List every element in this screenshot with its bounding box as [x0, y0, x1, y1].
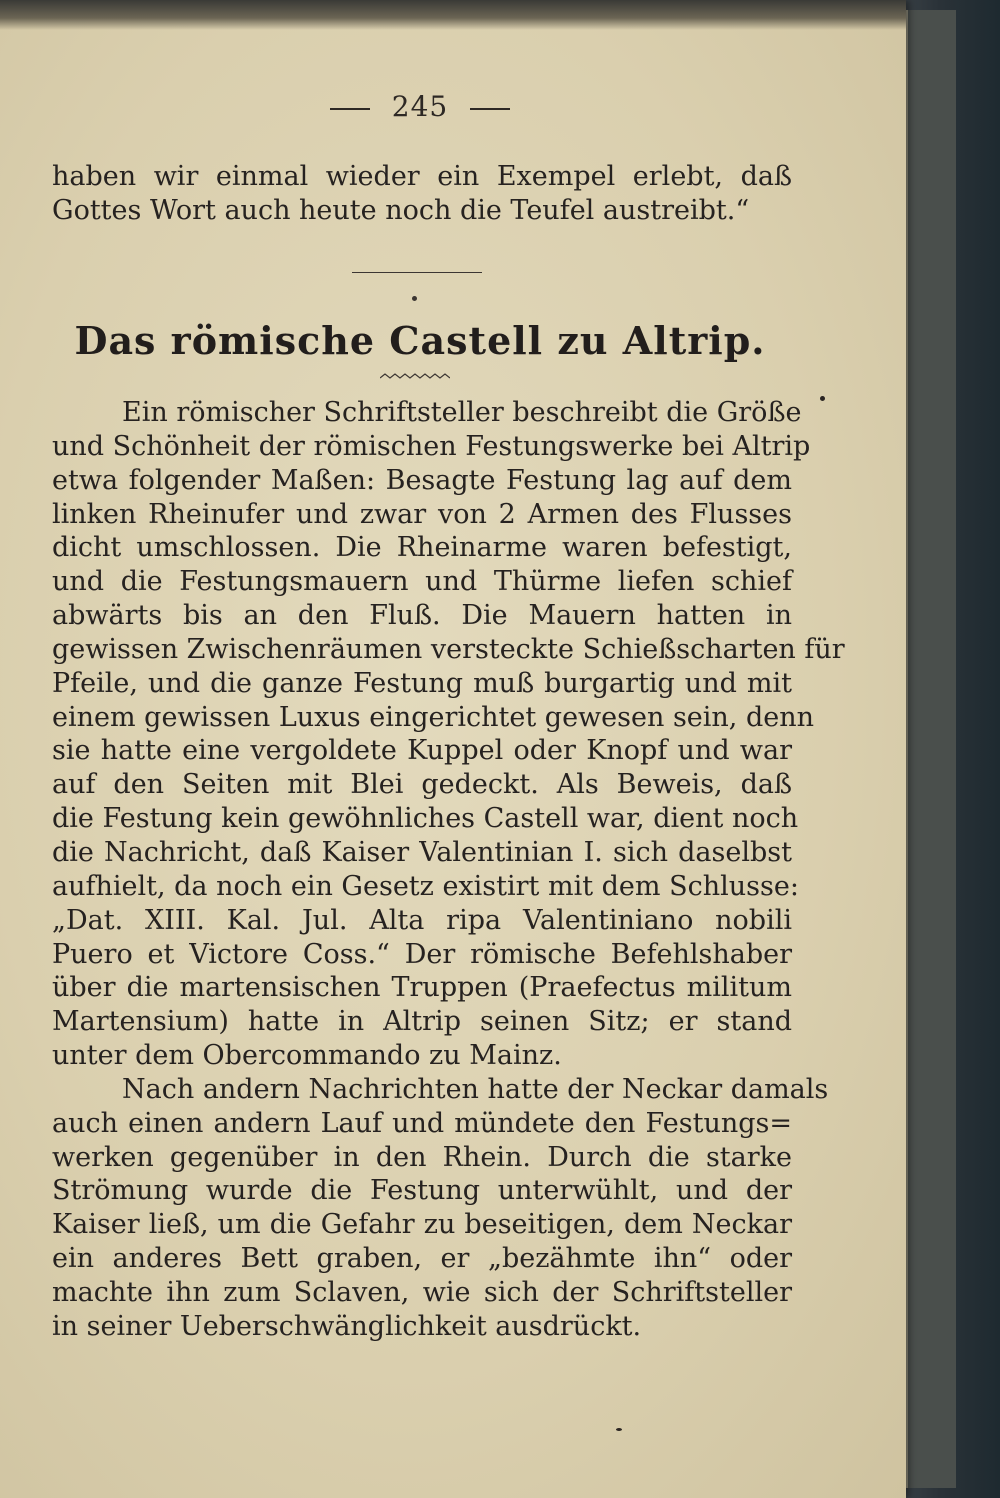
- text-line: die Nachricht, daß Kaiser Valentinian I. sich daselbst: [52, 836, 792, 868]
- text-line: haben wir einmal wieder ein Exempel erlebt, daß: [52, 161, 792, 192]
- text-line: und die Festungsmauern und Thürme liefen schief: [52, 566, 792, 598]
- text-line: sie hatte eine vergoldete Kuppel oder Knopf und war: [52, 735, 792, 767]
- paragraph-1: [52, 396, 845, 1344]
- text-line: dicht umschlossen. Die Rheinarme waren befestigt,: [52, 532, 792, 564]
- text-line: etwa folgender Maßen: Besagte Festung lag auf dem: [52, 464, 792, 496]
- page-header: [0, 90, 840, 123]
- paper-speck: [616, 1428, 622, 1431]
- section-divider: [352, 272, 482, 273]
- text-line: werken gegenüber in den Rhein. Durch die starke: [52, 1141, 792, 1173]
- text-line: Gottes Wort auch heute noch die Teufel austreibt.“: [52, 194, 750, 226]
- text-line: Kaiser ließ, um die Gefahr zu beseitigen, dem Neckar: [52, 1209, 792, 1241]
- text-line: Martensium) hatte in Altrip seinen Sitz; er stand: [52, 1006, 792, 1038]
- text-line: auf den Seiten mit Blei gedeckt. Als Beweis, daß: [52, 769, 792, 801]
- text-line: in seiner Ueberschwänglichkeit ausdrückt.: [52, 1310, 642, 1342]
- text-line: aufhielt, da noch ein Gesetz existirt mit dem Schlusse:: [52, 870, 799, 902]
- text-line: einem gewissen Luxus eingerichtet gewesen sein, denn: [52, 701, 815, 733]
- text-line: und Schönheit der römischen Festungswerke bei Altrip: [52, 430, 811, 462]
- preceding-text: [52, 160, 792, 228]
- text-line: ein anderes Bett graben, er „bezähmte ihn“ oder: [52, 1243, 792, 1275]
- text-line: Puero et Victore Coss.“ Der römische Befehlshaber: [52, 938, 792, 970]
- binding-edge: [905, 10, 956, 1488]
- title-ornament: [380, 372, 450, 382]
- header-dash-right: [470, 108, 510, 110]
- text-line: „Dat. XIII. Kal. Jul. Alta ripa Valentiniano nobili: [52, 904, 792, 936]
- header-dash-left: [330, 108, 370, 110]
- text-line: Strömung wurde die Festung unterwühlt, und der: [52, 1175, 792, 1207]
- text-line: die Festung kein gewöhnliches Castell war, dient noch: [52, 803, 799, 835]
- divider-dot: [412, 296, 417, 301]
- paper-speck: [820, 396, 825, 401]
- page-number: 245: [391, 90, 449, 123]
- text-line: machte ihn zum Sclaven, wie sich der Schriftsteller: [52, 1276, 792, 1308]
- text-line: gewissen Zwischenräumen versteckte Schießscharten für: [52, 633, 845, 665]
- text-line: Pfeile, und die ganze Festung muß burgartig und mit: [52, 667, 792, 699]
- text-line: linken Rheinufer und zwar von 2 Armen des Flusses: [52, 498, 792, 530]
- section-title: Das römische Castell zu Altrip.: [74, 318, 766, 363]
- page-top-edge: [0, 0, 906, 30]
- text-line: auch einen andern Lauf und mündete den Festungs=: [52, 1107, 792, 1139]
- text-line: über die martensischen Truppen (Praefectus militum: [52, 972, 792, 1004]
- text-line: abwärts bis an den Fluß. Die Mauern hatten in: [52, 600, 792, 632]
- text-line: unter dem Obercommando zu Mainz.: [52, 1040, 562, 1072]
- text-line: Ein römischer Schriftsteller beschreibt die Größe: [122, 397, 802, 428]
- text-line: Nach andern Nachrichten hatte der Neckar damals: [122, 1073, 829, 1105]
